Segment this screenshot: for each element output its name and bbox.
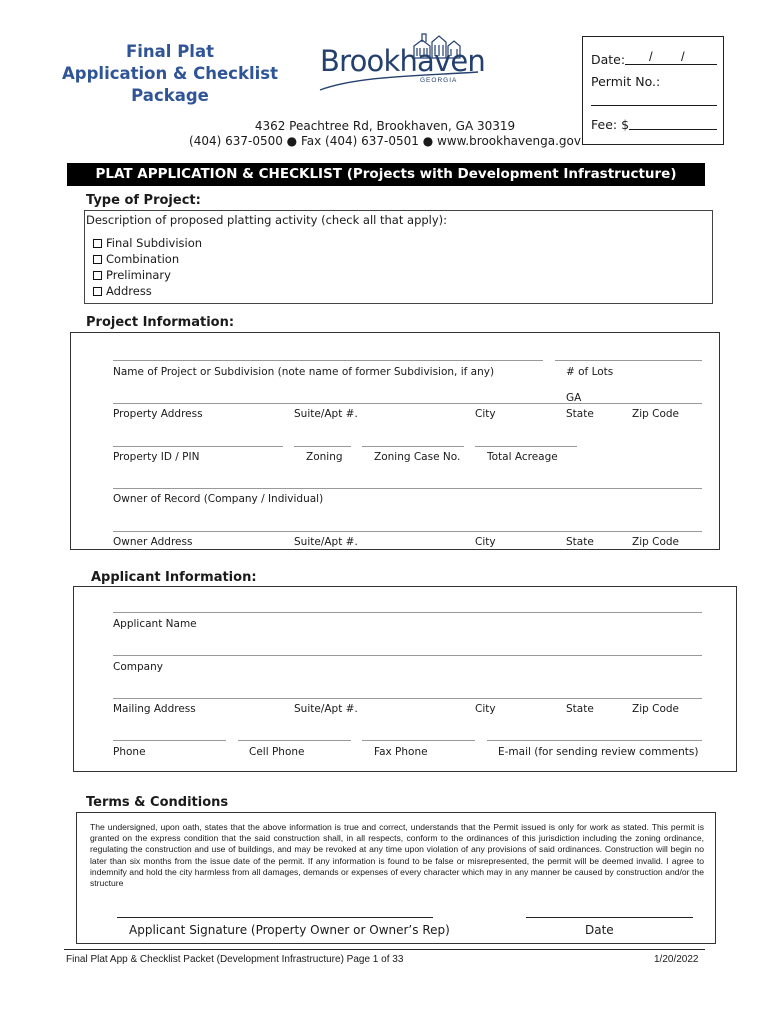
city-label: City [475,408,496,420]
owner-label: Owner of Record (Company / Individual) [113,493,324,505]
owner-suite-label: Suite/Apt #. [294,536,358,548]
logo-wordmark: Brookhaven [320,44,485,78]
option-final-subdivision[interactable] [93,236,202,250]
project-name-field[interactable] [113,360,543,361]
package-title [60,41,280,107]
lots-label: # of Lots [566,366,614,378]
owner-city-label: City [475,536,496,548]
zoning-label: Zoning [306,451,343,463]
checkbox[interactable] [93,287,102,296]
date-label: Date: [591,52,626,67]
applicant-suite-label: Suite/Apt #. [294,703,358,715]
zoning-case-field[interactable] [362,446,464,447]
package-title-line-1: Final Plat [126,42,214,61]
section-banner: PLAT APPLICATION & CHECKLIST (Projects with Development Infrastructure) [67,163,705,186]
property-address-field[interactable] [113,403,702,404]
lots-field[interactable] [555,360,702,361]
option-label: Address [106,284,152,298]
date-field[interactable] [625,64,717,65]
fax-label: Fax Phone [374,746,428,758]
checkbox[interactable] [93,255,102,264]
type-of-project-title: Type of Project: [86,193,201,208]
terms-title: Terms & Conditions [86,795,229,810]
owner-address-field[interactable] [113,531,702,532]
cell-phone-field[interactable] [238,740,351,741]
option-address[interactable] [93,284,152,298]
option-label: Preliminary [106,268,171,282]
signature-field[interactable] [117,917,433,918]
email-field[interactable] [487,740,702,741]
owner-address-label: Owner Address [113,536,193,548]
applicant-zip-label: Zip Code [632,703,679,715]
zoning-field[interactable] [294,446,351,447]
footer-date: 1/20/2022 [654,954,699,965]
applicant-name-label: Applicant Name [113,618,197,630]
phone-field[interactable] [113,740,226,741]
option-label: Final Subdivision [106,236,203,250]
mailing-address-field[interactable] [113,698,702,699]
package-title-line-3: Package [131,86,209,105]
checkbox[interactable] [93,271,102,280]
cell-phone-label: Cell Phone [249,746,305,758]
package-title-line-2: Application & Checklist [62,64,278,83]
property-address-label: Property Address [113,408,203,420]
state-value: GA [566,392,582,404]
owner-field[interactable] [113,488,702,489]
permit-label: Permit No.: [591,74,661,89]
state-label: State [566,408,594,420]
applicant-name-field[interactable] [113,612,702,613]
phone-label: Phone [113,746,146,758]
zoning-case-label: Zoning Case No. [374,451,461,463]
type-description: Description of proposed platting activity (check all that apply): [86,213,448,227]
fax-field[interactable] [362,740,475,741]
city-contact: (404) 637-0500 ● Fax (404) 637-0501 ● www.brookhavenga.gov [189,134,581,148]
option-preliminary[interactable] [93,268,171,282]
terms-text: The undersigned, upon oath, states that the above information is true and correct, understands that the Permit issued is only for work as stated. This permit is granted on the express condition that the said construction shall, in all respects, conform to the ordinances of this jurisdiction including the zoning ordinance, regulating the construction and use of buildings, and may be revoked at any time upon violation of any provisions of said ordinances. Construction will begin no later than six months from the issue date of the permit. If any information is found to be false or misrepresented, the permit will be deemed invalid. I agree to indemnify and hold the city harmless from all damages, demands or expenses of every character which may in any manner be caused by construction and/or the structure [90,822,704,889]
email-label: E-mail (for sending review comments) [498,746,699,758]
footer-rule [64,949,705,950]
zip-label: Zip Code [632,408,679,420]
checkbox[interactable] [93,239,102,248]
company-label: Company [113,661,163,673]
pin-field[interactable] [113,446,283,447]
applicant-state-label: State [566,703,594,715]
signature-date-field[interactable] [526,917,693,918]
logo-subtitle: GEORGIA [420,77,458,84]
date-slash-2: / [681,49,685,64]
signature-date-label: Date [585,923,614,937]
option-combination[interactable] [93,252,179,266]
pin-label: Property ID / PIN [113,451,200,463]
option-label: Combination [106,252,180,266]
fee-label: Fee: $ [591,117,630,132]
signature-label: Applicant Signature (Property Owner or Owner’s Rep) [129,923,450,937]
company-field[interactable] [113,655,702,656]
acreage-label: Total Acreage [487,451,558,463]
applicant-information-title: Applicant Information: [91,570,257,585]
footer-left: Final Plat App & Checklist Packet (Development Infrastructure) Page 1 of 33 [66,954,404,965]
city-address: 4362 Peachtree Rd, Brookhaven, GA 30319 [254,119,516,133]
owner-zip-label: Zip Code [632,536,679,548]
project-name-label: Name of Project or Subdivision (note name of former Subdivision, if any) [113,366,495,378]
suite-label: Suite/Apt #. [294,408,358,420]
acreage-field[interactable] [475,446,577,447]
project-information-title: Project Information: [86,315,235,330]
permit-field[interactable] [591,105,717,106]
project-information-panel [70,332,720,550]
mailing-address-label: Mailing Address [113,703,196,715]
date-slash-1: / [649,49,653,64]
applicant-city-label: City [475,703,496,715]
applicant-information-panel [73,586,737,772]
owner-state-label: State [566,536,594,548]
